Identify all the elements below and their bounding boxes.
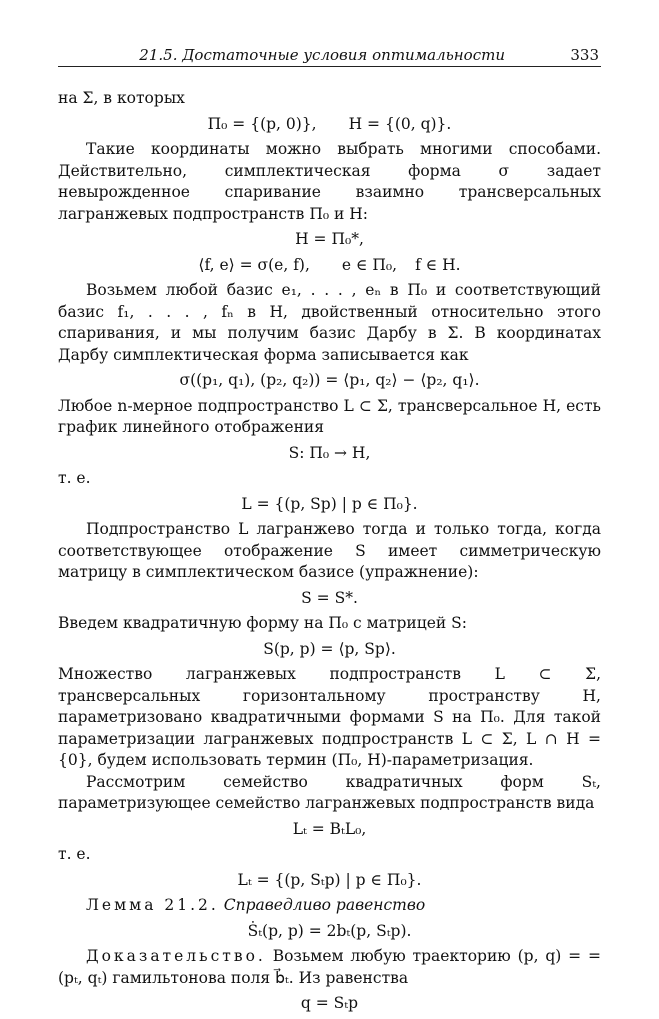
equation: S: Π₀ → H, <box>288 443 371 462</box>
equation-part: f ∈ H. <box>415 255 461 274</box>
proof-text: Возьмем любую траекторию (p, q) = = (pₜ, qₜ) гамильтонова поля b⃗ₜ. Из равенства <box>58 947 601 987</box>
proof <box>58 946 601 989</box>
equation-part: H = {(0, q)}. <box>348 114 452 133</box>
paragraph: Рассмотрим семейство квадратичных форм Sₜ, параметризующее семейство лагранжевых подпространств вида <box>58 772 601 812</box>
equation-part: e ∈ Π₀, <box>341 255 398 274</box>
paragraph: Множество лагранжевых подпространств L ⊂ Σ, трансверсальных горизонтальному пространству H, параметризовано квадратичными формами S на Π₀. Для такой параметризации лагранжевых подпространств L ⊂ Σ, L ∩ H = {0}, будем использовать термин (Π₀, H)-параметризация. <box>58 665 601 769</box>
paragraph: Введем квадратичную форму на Π₀ с матрицей S: <box>58 614 467 632</box>
paragraph: Возьмем любой базис e₁, . . . , eₙ в Π₀ и соответствующий базис f₁, . . . , fₙ в H, двойственный относительно этого спаривания, и мы получим базис Дарбу в Σ. В координатах Дарбу симплектическая форма записывается как <box>58 281 601 364</box>
proof-label: Доказательство. <box>86 947 266 965</box>
lemma-label: Лемма 21.2. <box>86 896 219 914</box>
paragraph: Подпространство L лагранжево тогда и только тогда, когда соответствующее отображение S имеет симметрическую матрицу в симплектическом базисе (упражнение): <box>58 520 601 581</box>
equation: S = S*. <box>301 588 358 607</box>
paragraph: Любое n-мерное подпространство L ⊂ Σ, трансверсальное H, есть график линейного отображения <box>58 396 601 436</box>
equation: q = Sₜp <box>300 994 359 1012</box>
equation-part: Π₀ = {(p, 0)}, <box>207 114 317 133</box>
page-number: 333 <box>570 46 599 64</box>
lemma <box>58 895 601 917</box>
equation-part: ⟨f, e⟩ = σ(e, f), <box>198 255 310 274</box>
paragraph: т. е. <box>58 845 91 863</box>
equation: Lₜ = {(p, Sₜp) | p ∈ Π₀}. <box>237 870 422 889</box>
equation: Ṡₜ(p, p) = 2bₜ(p, Sₜp). <box>247 921 412 940</box>
equation <box>58 114 601 136</box>
page-body <box>58 88 601 1019</box>
paragraph: на Σ, в которых <box>58 89 185 107</box>
equation: S(p, p) = ⟨p, Sp⟩. <box>263 639 396 658</box>
lemma-statement: Справедливо равенство <box>223 896 426 914</box>
equation: L = {(p, Sp) | p ∈ Π₀}. <box>241 494 418 513</box>
equation <box>58 255 601 277</box>
running-header <box>58 44 601 67</box>
paragraph: т. е. <box>58 469 91 487</box>
section-title: 21.5. Достаточные условия оптимальности <box>139 46 505 64</box>
paragraph: Такие координаты можно выбрать многими способами. Действительно, симплектическая форма σ задает невырожденное спаривание взаимно трансверсальных лагранжевых подпространств Π₀ и H: <box>58 140 601 223</box>
equation: H = Π₀*, <box>295 230 364 248</box>
equation: Lₜ = BₜL₀, <box>292 819 367 838</box>
equation: σ((p₁, q₁), (p₂, q₂)) = ⟨p₁, q₂⟩ − ⟨p₂, q₁⟩. <box>179 371 480 389</box>
